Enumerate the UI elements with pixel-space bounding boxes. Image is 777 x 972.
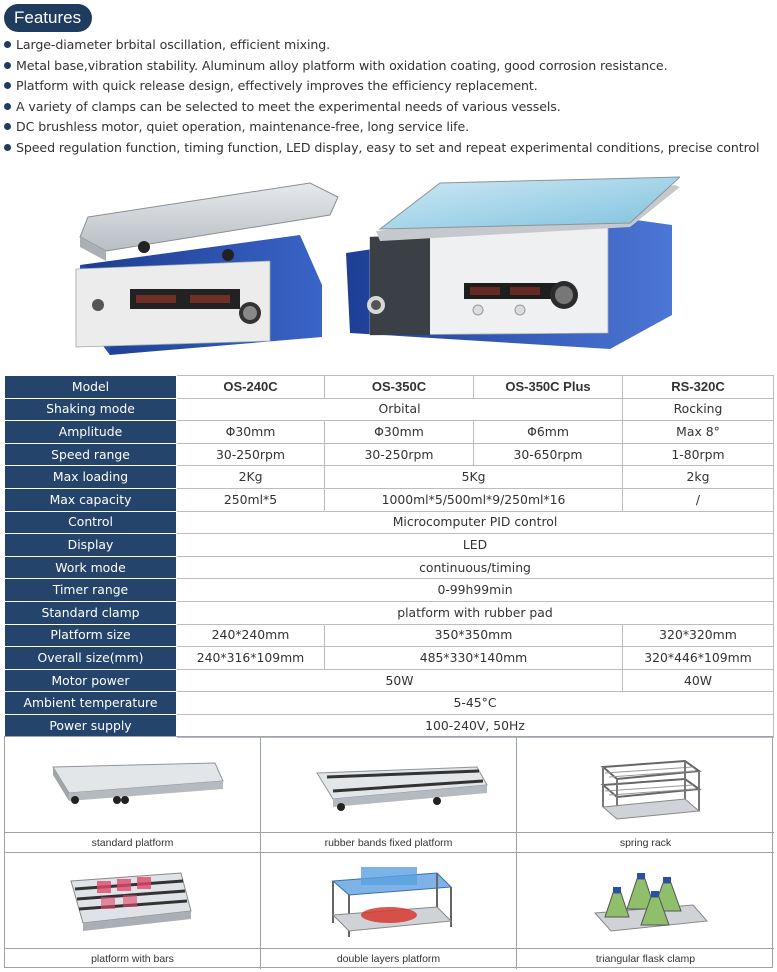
row-label: Max loading (5, 466, 177, 489)
standard-platform-icon (5, 737, 261, 833)
model-cell: OS-240C (177, 376, 325, 399)
table-cell: 5Kg (325, 466, 623, 489)
table-row-standard-clamp (5, 601, 774, 624)
table-cell: 5-45°C (177, 692, 774, 715)
table-row-power-supply (5, 714, 774, 737)
feature-item: A variety of clamps can be selected to meet the experimental needs of various vessels. (4, 97, 774, 118)
table-row-amplitude (5, 421, 774, 444)
table-row-ambient-temperature (5, 692, 774, 715)
table-cell: 2kg (623, 466, 774, 489)
row-label: Shaking mode (5, 398, 177, 421)
table-cell: 350*350mm (325, 624, 623, 647)
feature-item: Large-diameter brbital oscillation, efficient mixing. (4, 35, 774, 56)
table-cell: continuous/timing (177, 556, 774, 579)
table-cell: 30-250rpm (177, 443, 325, 466)
digital-shaker-icon (340, 165, 680, 355)
flask-clamp-icon (517, 853, 774, 949)
table-cell: 240*316*109mm (177, 647, 325, 670)
orbital-shaker-icon (70, 165, 350, 360)
accessory-double-layers-platform (261, 853, 517, 969)
table-cell: 250ml*5 (177, 488, 325, 511)
spring-rack-icon (517, 737, 774, 833)
table-cell: 485*330*140mm (325, 647, 623, 670)
table-cell: 0-99h99min (177, 579, 774, 602)
table-cell: 320*446*109mm (623, 647, 774, 670)
table-row-motor-power (5, 669, 774, 692)
table-row-model (5, 376, 774, 399)
row-label: Speed range (5, 443, 177, 466)
table-cell: 40W (623, 669, 774, 692)
row-label: Platform size (5, 624, 177, 647)
table-row-timer-range (5, 579, 774, 602)
shaker-small-photo (70, 165, 350, 360)
features-title: Features (4, 4, 92, 32)
model-cell: OS-350C (325, 376, 474, 399)
spec-table (4, 375, 774, 738)
table-cell: 320*320mm (623, 624, 774, 647)
bullet-icon (4, 103, 11, 110)
row-label: Timer range (5, 579, 177, 602)
table-cell: 1000ml*5/500ml*9/250ml*16 (325, 488, 623, 511)
row-label: Control (5, 511, 177, 534)
table-cell: LED (177, 534, 774, 557)
table-cell: 2Kg (177, 466, 325, 489)
accessory-caption: rubber bands fixed platform (324, 837, 453, 849)
table-cell: Max 8° (623, 421, 774, 444)
table-row-control (5, 511, 774, 534)
row-label: Model (5, 376, 177, 399)
model-cell: RS-320C (623, 376, 774, 399)
table-row-display (5, 534, 774, 557)
row-label: Motor power (5, 669, 177, 692)
table-row-max-capacity (5, 488, 774, 511)
table-cell: Φ30mm (325, 421, 474, 444)
row-label: Ambient temperature (5, 692, 177, 715)
accessory-spring-rack (517, 737, 774, 853)
accessory-caption: standard platform (91, 837, 174, 849)
table-cell: Φ30mm (177, 421, 325, 444)
accessory-caption: double layers platform (336, 953, 441, 965)
table-cell: Rocking (623, 398, 774, 421)
accessory-rubber-bands-platform (261, 737, 517, 853)
table-cell: 100-240V, 50Hz (177, 714, 774, 737)
table-cell: 240*240mm (177, 624, 325, 647)
table-row-platform-size (5, 624, 774, 647)
table-cell: Orbital (177, 398, 623, 421)
row-label: Work mode (5, 556, 177, 579)
table-row-overall-size (5, 647, 774, 670)
table-cell: 1-80rpm (623, 443, 774, 466)
accessory-caption: spring rack (619, 837, 672, 849)
table-cell: 30-250rpm (325, 443, 474, 466)
platform-with-bars-icon (5, 853, 261, 949)
table-row-speed-range (5, 443, 774, 466)
accessory-flask-clamp (517, 853, 774, 969)
double-layers-platform-icon (261, 853, 517, 949)
feature-item: Platform with quick release design, effectively improves the efficiency replacement. (4, 76, 774, 97)
table-row-max-loading (5, 466, 774, 489)
row-label: Display (5, 534, 177, 557)
table-cell: platform with rubber pad (177, 601, 774, 624)
feature-item: DC brushless motor, quiet operation, maintenance-free, long service life. (4, 117, 774, 138)
model-cell: OS-350C Plus (474, 376, 623, 399)
row-label: Max capacity (5, 488, 177, 511)
bullet-icon (4, 62, 11, 69)
accessory-standard-platform (5, 737, 261, 853)
table-cell: / (623, 488, 774, 511)
table-cell: Microcomputer PID control (177, 511, 774, 534)
table-cell: 30-650rpm (474, 443, 623, 466)
feature-item: Speed regulation function, timing function, LED display, easy to set and repeat experimental conditions, precise control (4, 138, 774, 159)
accessory-platform-with-bars (5, 853, 261, 969)
accessories-grid (4, 736, 773, 968)
accessory-caption: platform with bars (91, 953, 174, 965)
feature-item: Metal base,vibration stability. Aluminum alloy platform with oxidation coating, good corrosion resistance. (4, 56, 774, 77)
shaker-large-photo (340, 165, 680, 355)
row-label: Power supply (5, 714, 177, 737)
bullet-icon (4, 41, 11, 48)
row-label: Overall size(mm) (5, 647, 177, 670)
bullet-icon (4, 123, 11, 130)
table-row-shaking-mode (5, 398, 774, 421)
row-label: Amplitude (5, 421, 177, 444)
bullet-icon (4, 144, 11, 151)
rubber-bands-platform-icon (261, 737, 517, 833)
accessory-caption: triangular flask clamp (595, 953, 696, 965)
row-label: Standard clamp (5, 601, 177, 624)
table-cell: Φ6mm (474, 421, 623, 444)
table-row-work-mode (5, 556, 774, 579)
bullet-icon (4, 82, 11, 89)
table-cell: 50W (177, 669, 623, 692)
features-list (4, 35, 774, 158)
